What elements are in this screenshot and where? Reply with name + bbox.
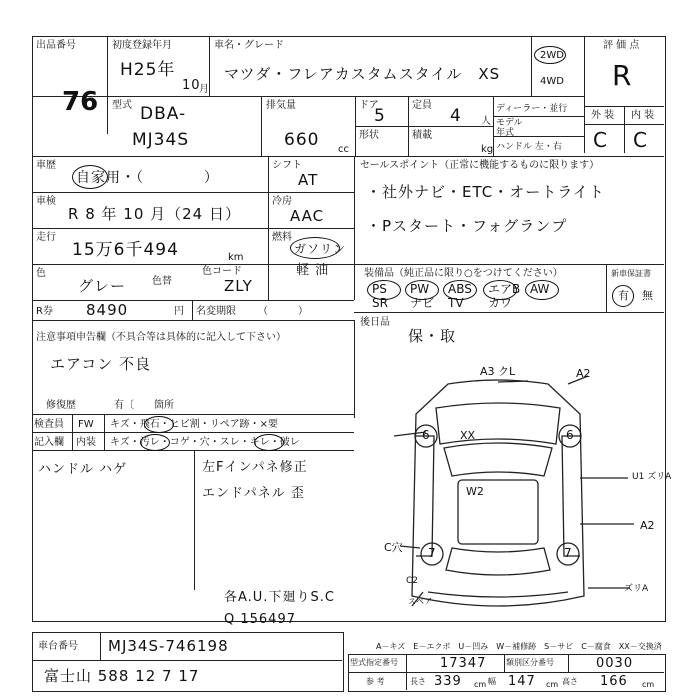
mark-spare: スペア [408,597,432,606]
note-right4: Q 156497 [224,612,296,627]
sales-points-label: セールスポイント（正常に機能するものに限ります） [360,160,600,171]
first-reg-month-unit: 月 [199,84,209,95]
type-value: MJ34S [132,130,190,150]
inspection-value: R 8 年 10 月（24 日） [68,205,241,223]
equipment-item: PS [372,282,387,296]
equipment-item: ナビ [410,296,435,310]
equipment-item-circle [525,280,559,300]
equipment-item: AW [530,282,550,296]
name-change-value: （ ） [258,306,308,317]
ac-value: AAC [290,207,325,225]
equipment-item: PW [410,282,430,296]
legend: A－キズ E－エクボ U－凹み W－補修跡 S－サビ C－腐食 XX－交換済 [376,642,662,651]
mark-zuri: ズリA [624,584,649,594]
recycle-value: 8490 [86,301,129,319]
wheel-mark-rr: 7 [564,546,572,560]
model-sub-label: モデル [496,118,523,128]
equipment-item: SR [372,296,388,310]
displacement-unit: cc [338,144,349,155]
type-prefix: DBA- [140,104,187,124]
chassis-value: MJ34S-746198 [108,637,229,655]
displacement-label: 排気量 [266,100,296,111]
color-code-value: ZLY [224,277,253,295]
load-unit: kg [481,144,494,155]
plate-value: 富士山 588 12 7 17 [44,667,200,685]
width-unit: cm [546,680,559,689]
note-left: ハンドル ハゲ [38,462,128,477]
color-value: グレー [78,277,127,295]
fuel-label: 燃料 [272,232,292,243]
warranty-label: 新車保証書 [611,269,651,278]
color-change-label: 色替 [152,276,172,287]
dealer-label: ディーラー・並行 [496,104,568,114]
fw-label: FW [78,419,94,430]
height-label: 高さ [562,677,578,686]
repair-label: 修復歴 [46,400,76,411]
height-unit: cm [642,680,655,689]
fuel-circled: ガソリン [294,242,347,256]
equipment-item: TV [448,296,464,310]
mark-a2-top: A2 [576,367,591,380]
inspector-row2: キズ・汚レ・コゲ・穴・スレ・キレ・破レ [110,437,300,448]
name-change-label: 名変期限 [196,306,236,317]
warranty-no: 無 [642,289,653,302]
mileage-value: 15万6千494 [72,240,179,260]
mark-w2: W2 [466,485,484,498]
note-right3: 各A.U.下廻りS.C [224,590,335,605]
lot-label: 出品番号 [36,40,76,51]
postfit-value: 保・取 [408,327,457,345]
type-designation-value: 17347 [440,656,487,671]
shift-value: AT [298,171,319,189]
postfit-label: 後日品 [360,317,390,328]
notes-value: エアコン 不良 [50,355,152,373]
height-value: 166 [600,674,628,689]
fuel-other: 軽 油 [296,263,330,278]
exterior-value: C [593,128,608,152]
note-right2: エンドパネル 歪 [202,486,305,501]
first-reg-label: 初度登録年月 [112,40,172,51]
recycle-label: R券 [36,306,53,317]
wheel-mark-fl: 6 [422,428,430,442]
length-label: 長さ [410,677,426,686]
exterior-label: 外 装 [591,110,615,121]
type-designation-label: 型式指定番号 [350,658,398,667]
mileage-unit: km [228,252,244,263]
mark-a3: A3 クL [480,365,516,378]
mark-a2-side: A2 [640,519,655,532]
handle-label: ハンドル 左・右 [496,142,562,152]
interior-value: C [633,128,648,152]
first-reg-year: H25年 [120,60,176,80]
capacity-value: 4 [450,106,462,126]
displacement-value: 660 [284,130,320,150]
mark-c2: C2 [406,576,419,586]
length-unit: cm [474,680,487,689]
type-label: 型式 [112,100,132,111]
shape-label: 形状 [359,130,379,141]
year-label: 年式 [496,128,515,138]
mark-u1: U1 ズリA [632,472,672,482]
equipment-label: 装備品（純正品に限り○をつけてください） [364,268,563,279]
category-value: 0030 [596,656,634,671]
inspector-label: 検査員 [34,419,64,430]
repair-value: 有〔 箇所 [114,400,174,411]
first-reg-month: 10 [182,78,201,93]
sales-points-line2: ・Pスタート・フォグランプ [366,217,568,235]
mark-c-hole: C穴 [384,541,403,554]
writer-label: 記入欄 [34,437,64,448]
interior-inspect-label: 内装 [76,437,96,448]
chassis-label: 車台番号 [38,641,78,652]
note-right1: 左Fインパネ修正 [202,460,308,475]
history-label: 車歴 [36,160,56,171]
history-value: 自家用・（ ） [76,170,219,186]
shift-label: シフト [272,160,302,171]
rating-value: R [612,59,633,92]
model-label: 車名・グレード [214,40,284,51]
mark-xx: XX [460,429,476,442]
notes-label: 注意事項申告欄（不具合等は具体的に記入して下さい） [36,332,286,343]
mileage-label: 走行 [36,232,56,243]
sales-points-line1: ・社外ナビ・ETC・オートライト [366,183,605,201]
lot-number: 76 [62,87,99,117]
recycle-unit: 円 [174,306,184,317]
color-label: 色 [36,268,46,279]
drive-2wd: 2WD [540,50,564,61]
auction-sheet [28,36,672,694]
width-label: 幅 [488,677,496,686]
warranty-yes: 有 [618,289,629,302]
inspector-row1: キズ・飛石・ヒビ割・リペア跡・×要 [110,419,278,430]
equipment-item: エアB [488,282,521,296]
inspection-label: 車検 [36,196,56,207]
load-label: 積載 [412,130,432,141]
equipment-item: ABS [448,282,472,296]
color-code-label: 色コード [202,266,242,277]
wheel-mark-fr: 6 [566,428,574,442]
capacity-label: 定員 [412,100,432,111]
ref-label: 参 考 [366,677,385,686]
width-value: 147 [508,674,536,689]
category-label: 類別区分番号 [506,658,554,667]
rating-label: 評 価 点 [603,40,640,51]
interior-label: 内 装 [631,110,655,121]
ac-label: 冷房 [272,196,292,207]
length-value: 339 [434,674,462,689]
wheel-mark-rl: 7 [428,546,436,560]
doors-value: 5 [374,106,386,126]
equipment-item: カワ [488,296,513,310]
drive-4wd: 4WD [540,76,564,87]
capacity-unit: 人 [481,116,491,127]
doors-label: ドア [359,100,379,111]
model-value: マツダ・フレアカスタムスタイル XS [224,65,501,83]
